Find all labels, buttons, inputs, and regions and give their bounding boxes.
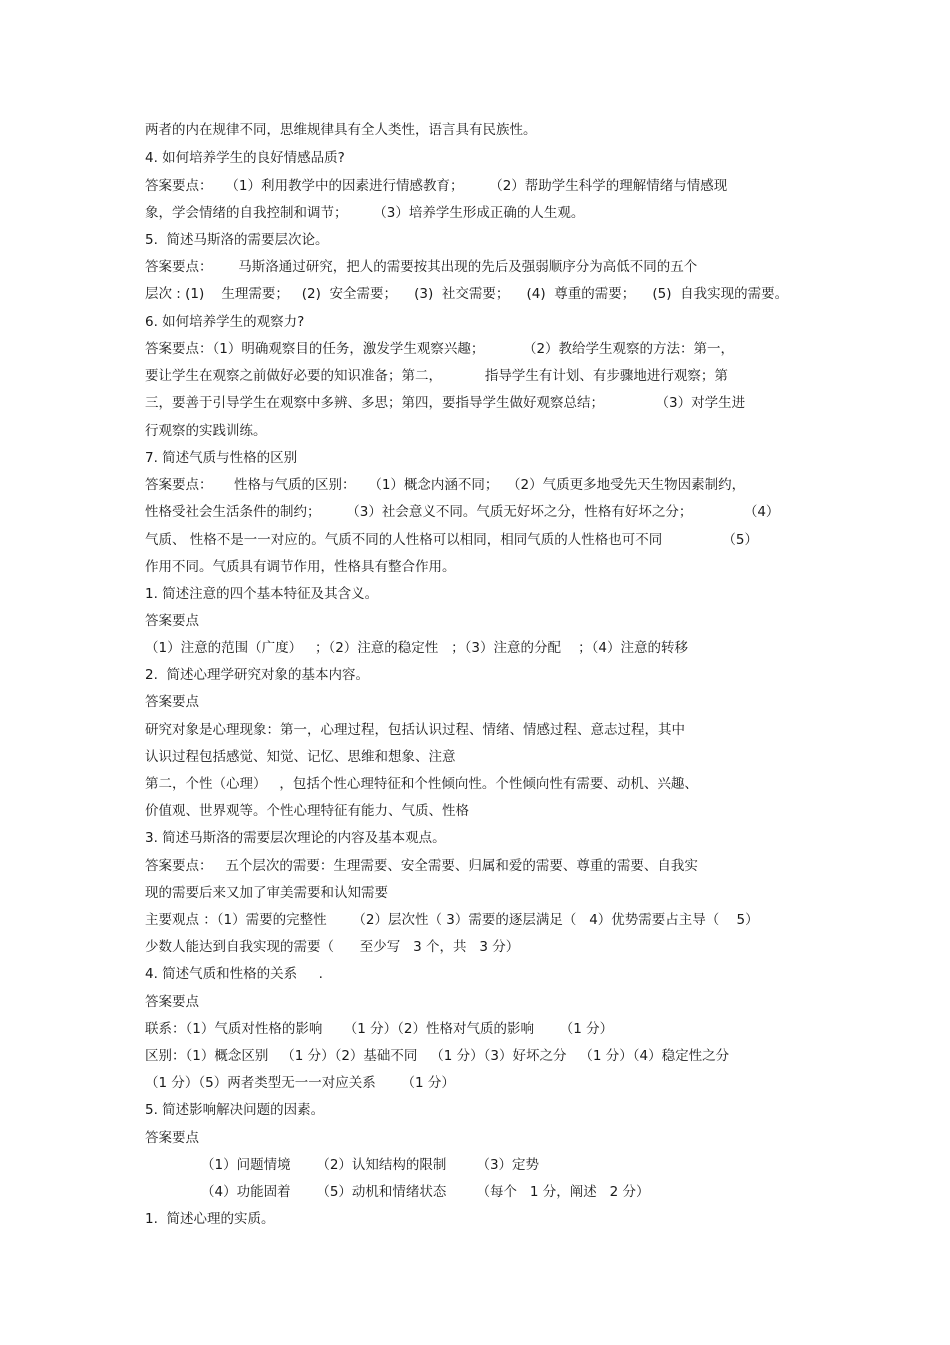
- text-line: 主要观点 ：（1）需要的完整性 （2）层次性（ 3）需要的逐层满足（ 4）优势需要占主导（ 5）: [145, 912, 759, 928]
- text-line: 层次 : (1) 生理需要； (2) 安全需要； (3) 社交需要； (4) 尊重的需要； (5) 自我实现的需要。: [145, 286, 789, 302]
- text-line: 研究对象是心理现象：第一，心理过程，包括认识过程、情绪、情感过程、意志过程，其中: [145, 722, 685, 738]
- text-line: 答案要点： 性格与气质的区别： （1）概念内涵不同； （2）气质更多地受先天生物因素制约，: [145, 477, 746, 493]
- text-line: 行观察的实践训练。: [145, 423, 267, 439]
- question-heading: 3. 简述马斯洛的需要层次理论的内容及基本观点。: [145, 830, 446, 846]
- question-heading: 7. 简述气质与性格的区别: [145, 450, 298, 466]
- question-heading: 1. 简述注意的四个基本特征及其含义。: [145, 586, 379, 602]
- question-heading: 6. 如何培养学生的观察力?: [145, 314, 305, 330]
- text-line: 三，要善于引导学生在观察中多辨、多思；第四，要指导学生做好观察总结； （3）对学生进: [145, 395, 746, 411]
- question-heading: 1. 简述心理的实质。: [145, 1211, 275, 1227]
- question-heading: 2. 简述心理学研究对象的基本内容。: [145, 667, 369, 683]
- text-line: （1 分）（5）两者类型无一一对应关系 （1 分）: [145, 1075, 455, 1091]
- answer-label: 答案要点: [145, 1130, 199, 1146]
- text-line: 联系：（1）气质对性格的影响 （1 分）（2）性格对气质的影响 （1 分）: [145, 1021, 614, 1037]
- text-line: 答案要点：（1）明确观察目的任务，激发学生观察兴趣； （2）教给学生观察的方法：第一，: [145, 341, 735, 357]
- answer-label: 答案要点: [145, 994, 199, 1010]
- question-heading: 5. 简述影响解决问题的因素。: [145, 1102, 325, 1118]
- text-line: 作用不同。气质具有调节作用，性格具有整合作用。: [145, 559, 456, 575]
- text-line: 认识过程包括感觉、知觉、记忆、思维和想象、注意: [145, 749, 456, 765]
- text-line: 气质、 性格不是一一对应的。气质不同的人性格可以相同，相同气质的人性格也可不同 （5）: [145, 532, 758, 548]
- answer-label: 答案要点: [145, 694, 199, 710]
- question-heading: 5. 简述马斯洛的需要层次论。: [145, 232, 329, 248]
- text-line: 性格受社会生活条件的制约； （3）社会意义不同。气质无好坏之分，性格有好坏之分； （4）: [145, 504, 780, 520]
- text-line: 价值观、世界观等。个性心理特征有能力、气质、性格: [145, 803, 469, 819]
- text-line: （1）问题情境 （2）认知结构的限制 （3）定势: [201, 1157, 540, 1173]
- text-line: 答案要点： 马斯洛通过研究，把人的需要按其出现的先后及强弱顺序分为高低不同的五个: [145, 259, 698, 275]
- question-heading: 4. 简述气质和性格的关系 .: [145, 966, 323, 982]
- text-line: 象，学会情绪的自我控制和调节； （3）培养学生形成正确的人生观。: [145, 205, 585, 221]
- text-line: （4）功能固着 （5）动机和情绪状态 （每个 1 分，阐述 2 分）: [201, 1184, 650, 1200]
- question-heading: 4. 如何培养学生的良好情感品质?: [145, 150, 345, 166]
- text-line: 两者的内在规律不同，思维规律具有全人类性，语言具有民族性。: [145, 122, 537, 138]
- text-line: 答案要点： 五个层次的需要：生理需要、安全需要、归属和爱的需要、尊重的需要、自我实: [145, 858, 698, 874]
- text-line: 区别：（1）概念区别 （1 分）（2）基础不同 （1 分）（3）好坏之分 （1 分）（4）稳定性之分: [145, 1048, 730, 1064]
- text-line: 少数人能达到自我实现的需要（ 至少写 3 个，共 3 分）: [145, 939, 520, 955]
- text-line: 现的需要后来又加了审美需要和认知需要: [145, 885, 388, 901]
- text-line: （1）注意的范围（广度） ；（2）注意的稳定性 ；（3）注意的分配 ；（4）注意的转移: [145, 640, 689, 656]
- text-line: 要让学生在观察之前做好必要的知识准备；第二， 指导学生有计划、有步骤地进行观察；第: [145, 368, 728, 384]
- text-line: 第二，个性（心理） ，包括个性心理特征和个性倾向性。个性倾向性有需要、动机、兴趣、: [145, 776, 698, 792]
- answer-label: 答案要点: [145, 613, 199, 629]
- text-line: 答案要点： （1）利用教学中的因素进行情感教育； （2）帮助学生科学的理解情绪与情感现: [145, 178, 728, 194]
